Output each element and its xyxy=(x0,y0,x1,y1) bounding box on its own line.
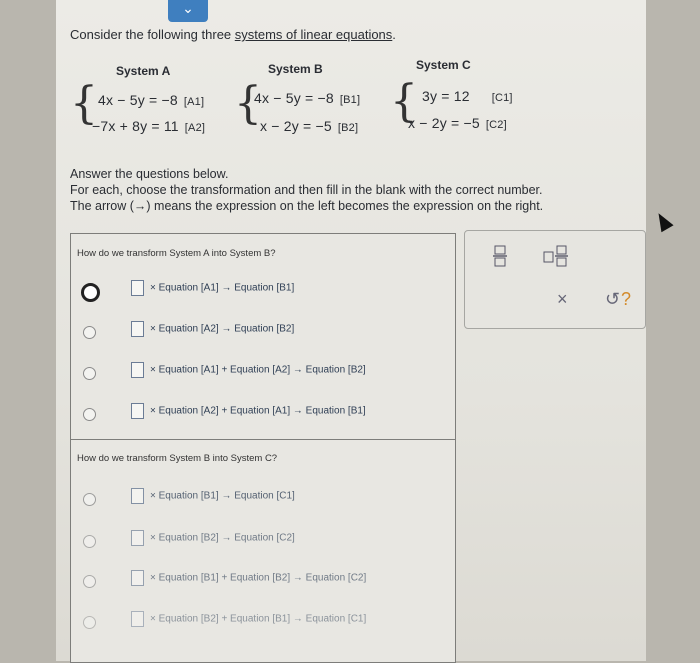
system-b-eq2 xyxy=(260,118,358,134)
mouse-cursor-icon xyxy=(652,210,673,233)
system-c-brace: { xyxy=(390,76,418,127)
option-label: × Equation [A2] → Equation [B2] xyxy=(150,323,295,335)
eq-expr: x − 2y = −5 xyxy=(260,118,332,134)
q1-option-2[interactable] xyxy=(71,319,455,349)
option-label: × Equation [B2] + Equation [B1] → Equation [C1] xyxy=(150,613,367,625)
system-c-eq1 xyxy=(422,88,513,104)
help-icon: ? xyxy=(621,289,632,309)
instructions-line3 xyxy=(70,198,543,214)
option-label: × Equation [B1] + Equation [B2] → Equation [C2] xyxy=(150,572,367,584)
radio[interactable] xyxy=(83,408,96,421)
option-label: × Equation [A1] + Equation [A2] → Equation [B2] xyxy=(150,364,366,376)
system-b-eq1 xyxy=(254,90,360,106)
line3-prefix: The arrow ( xyxy=(70,199,134,213)
eq-tag: [C1] xyxy=(491,92,513,104)
q2-option-4[interactable] xyxy=(71,609,455,639)
system-b-title: System B xyxy=(268,62,323,76)
number-blank-input[interactable] xyxy=(131,570,144,586)
option-label: × Equation [B1] → Equation [C1] xyxy=(150,490,295,502)
number-blank-input[interactable] xyxy=(131,321,144,337)
eq-expr: 4x − 5y = −8 xyxy=(98,92,178,108)
system-a-eq2 xyxy=(92,118,205,134)
fraction-icon xyxy=(493,245,507,267)
system-c-eq2 xyxy=(408,115,507,131)
system-a-brace: { xyxy=(70,78,98,129)
undo-icon: ↺ xyxy=(605,289,621,309)
q1-option-3[interactable] xyxy=(71,360,455,390)
q1-option-4[interactable] xyxy=(71,401,455,431)
intro-prefix: Consider the following three xyxy=(70,27,235,42)
eq-expr: x − 2y = −5 xyxy=(408,115,480,131)
option-label: × Equation [A1] → Equation [B1] xyxy=(150,282,295,294)
eq-expr: 3y = 12 xyxy=(422,88,470,104)
question-divider xyxy=(71,439,455,440)
question-2-prompt: How do we transform System B into System C? xyxy=(77,453,278,464)
number-blank-input[interactable] xyxy=(131,280,144,296)
number-blank-input[interactable] xyxy=(131,362,144,378)
undo-button[interactable] xyxy=(605,289,620,310)
q2-option-3[interactable] xyxy=(71,568,455,598)
system-a-eq1 xyxy=(98,92,204,108)
number-blank-input[interactable] xyxy=(131,611,144,627)
q2-option-2[interactable] xyxy=(71,528,455,558)
eq-tag: [B2] xyxy=(337,122,359,134)
intro-text xyxy=(70,27,396,42)
radio[interactable] xyxy=(83,326,96,339)
radio[interactable] xyxy=(83,367,96,380)
systems-link[interactable]: systems of linear equations xyxy=(234,27,393,42)
system-b-brace: { xyxy=(234,78,262,129)
clear-button[interactable] xyxy=(557,289,568,310)
eq-tag: [A1] xyxy=(183,96,205,108)
eq-tag: [C2] xyxy=(485,119,507,131)
radio[interactable] xyxy=(83,616,96,629)
radio-selected[interactable] xyxy=(81,283,100,302)
line3-suffix: ) means the expression on the left becomes the expression on the right. xyxy=(146,199,544,213)
intro-suffix: . xyxy=(392,27,396,42)
option-label: × Equation [A2] + Equation [A1] → Equation [B1] xyxy=(150,405,366,417)
eq-expr: −7x + 8y = 11 xyxy=(92,118,179,134)
question-1-prompt: How do we transform System A into System B? xyxy=(77,248,276,259)
eq-expr: 4x − 5y = −8 xyxy=(254,90,334,106)
math-toolbox xyxy=(464,230,646,329)
number-blank-input[interactable] xyxy=(131,530,144,546)
arrow-icon: → xyxy=(133,199,147,213)
close-icon: × xyxy=(557,289,568,309)
instructions-line1: Answer the questions below. xyxy=(70,167,229,181)
eq-tag: [B1] xyxy=(339,94,361,106)
system-a-title: System A xyxy=(116,64,171,78)
worksheet-page xyxy=(56,0,646,661)
eq-tag: [A2] xyxy=(184,122,206,134)
number-blank-input[interactable] xyxy=(131,488,144,504)
system-c-title: System C xyxy=(416,58,471,72)
collapse-tab[interactable] xyxy=(168,0,208,22)
instructions-line2: For each, choose the transformation and then fill in the blank with the correct number. xyxy=(70,183,543,197)
help-button[interactable] xyxy=(621,289,631,310)
option-label: × Equation [B2] → Equation [C2] xyxy=(150,532,295,544)
mixed-number-button[interactable] xyxy=(543,245,569,272)
radio[interactable] xyxy=(83,535,96,548)
fraction-button[interactable] xyxy=(493,245,507,272)
instructions xyxy=(70,166,543,214)
radio[interactable] xyxy=(83,493,96,506)
q1-option-1[interactable] xyxy=(71,278,455,308)
radio[interactable] xyxy=(83,575,96,588)
number-blank-input[interactable] xyxy=(131,403,144,419)
questions-panel xyxy=(70,233,456,663)
mixed-number-icon xyxy=(543,245,569,267)
q2-option-1[interactable] xyxy=(71,486,455,516)
chevron-down-icon: ⌄ xyxy=(182,0,194,16)
